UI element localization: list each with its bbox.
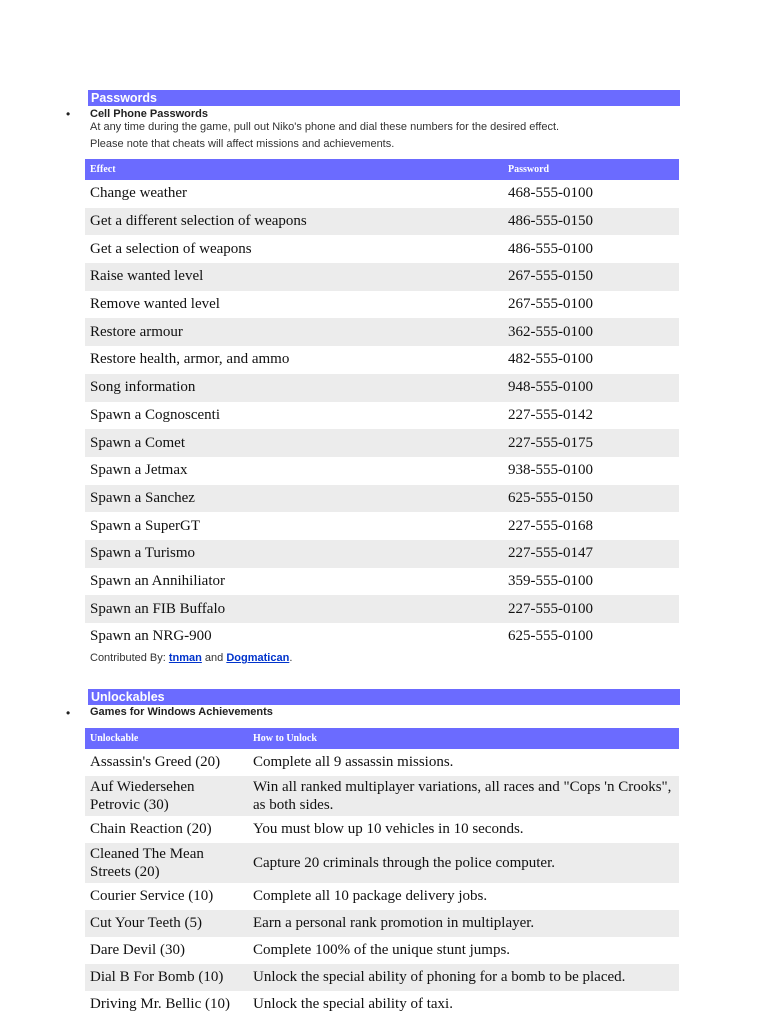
how-to-unlock-cell: Complete 100% of the unique stunt jumps. [253,942,511,958]
passwords-table-header-row [85,159,679,180]
contributor-link-dogmatican[interactable]: Dogmatican [226,652,290,664]
password-table-row [85,346,679,374]
password-cell: 227-555-0142 [508,406,593,423]
contributed-and-text: and [201,652,227,664]
password-cell: 227-555-0147 [503,540,679,568]
password-table-row [85,180,679,208]
passwords-table [85,159,679,651]
password-table-row [85,540,679,568]
unlockable-table-row [85,937,679,964]
password-cell: 625-555-0100 [508,628,593,645]
unlockable-table-row [85,991,679,1018]
cell-phone-passwords-subheading: Cell Phone Passwords [90,108,208,120]
password-cell: 468-555-0100 [508,185,593,202]
password-table-row [85,595,679,623]
unlockable-table-row [85,964,679,991]
how-to-unlock-cell: Capture 20 criminals through the police computer. [248,843,679,883]
column-header-unlockable: Unlockable [85,728,248,749]
column-header-how-to-unlock: How to Unlock [248,728,679,749]
effect-cell: Get a different selection of weapons [85,208,503,236]
effect-cell: Spawn an Annihiliator [90,572,225,589]
effect-cell: Spawn a SuperGT [90,517,200,534]
effect-cell: Get a selection of weapons [90,240,252,257]
password-cell: 227-555-0168 [508,517,593,534]
how-to-unlock-cell: Unlock the special ability of taxi. [253,996,453,1012]
contributed-period: . [289,652,293,664]
effect-cell: Change weather [90,185,188,202]
password-table-row [85,263,679,291]
password-table-row [85,402,679,430]
password-table-row [85,374,679,402]
contributor-link-tnman[interactable]: tnman [168,652,202,664]
password-table-row [85,485,679,513]
password-table-row [85,623,679,651]
effect-cell: Song information [85,374,503,402]
unlockable-cell: Cut Your Teeth (5) [85,910,248,937]
effect-cell: Spawn a Jetmax [90,462,188,479]
column-header-effect: Effect [85,159,503,180]
password-cell: 948-555-0100 [503,374,679,402]
unlockable-cell: Assassin's Greed (20) [90,754,221,770]
unlockable-cell: Dial B For Bomb (10) [85,964,248,991]
passwords-description-line1: At any time during the game, pull out Niko's phone and dial these numbers for the desired effect. [90,121,560,133]
effect-cell: Spawn a Comet [85,429,503,457]
contributed-by-line [90,650,292,666]
password-cell: 486-555-0100 [508,240,593,257]
unlockable-cell: Dare Devil (30) [90,942,185,958]
password-table-row [85,235,679,263]
unlockables-table-header-row [85,728,679,749]
password-table-row [85,512,679,540]
how-to-unlock-cell: You must blow up 10 vehicles in 10 seconds. [253,821,524,837]
password-cell: 359-555-0100 [508,572,593,589]
effect-cell: Spawn a Cognoscenti [90,406,220,423]
games-for-windows-achievements-subheading: Games for Windows Achievements [90,706,273,718]
password-cell: 486-555-0150 [503,208,679,236]
unlockable-table-row [85,910,679,937]
unlockable-table-row [85,749,679,776]
unlockable-cell: Auf Wiedersehen Petrovic (30) [85,776,248,816]
how-to-unlock-cell: Win all ranked multiplayer variations, all races and "Cops 'n Crooks", as both sides. [248,776,679,816]
effect-cell: Spawn an NRG-900 [90,628,212,645]
unlockables-section-header: Unlockables [88,689,680,705]
effect-cell: Spawn an FIB Buffalo [85,595,503,623]
password-table-row [85,568,679,596]
effect-cell: Restore health, armor, and ammo [90,351,290,368]
unlockable-table-row [85,843,679,883]
unlockables-table [85,728,679,1018]
password-cell: 482-555-0100 [508,351,593,368]
password-table-row [85,318,679,346]
passwords-description-line2: Please note that cheats will affect missions and achievements. [90,138,395,150]
password-cell: 938-555-0100 [508,462,593,479]
contributed-by-label: Contributed By: [90,652,169,664]
password-cell: 267-555-0150 [503,263,679,291]
password-cell: 227-555-0175 [503,429,679,457]
passwords-section-header: Passwords [88,90,680,106]
effect-cell: Raise wanted level [85,263,503,291]
unlockable-table-row [85,776,679,816]
password-cell: 625-555-0150 [503,485,679,513]
bullet-icon: • [66,706,71,720]
unlockable-cell: Courier Service (10) [90,888,214,904]
how-to-unlock-cell: Earn a personal rank promotion in multiplayer. [248,910,679,937]
effect-cell: Remove wanted level [90,296,220,313]
effect-cell: Restore armour [85,318,503,346]
unlockable-cell: Cleaned The Mean Streets (20) [85,843,248,883]
how-to-unlock-cell: Complete all 9 assassin missions. [253,754,454,770]
unlockable-table-row [85,883,679,910]
effect-cell: Spawn a Turismo [85,540,503,568]
how-to-unlock-cell: Complete all 10 package delivery jobs. [253,888,488,904]
password-table-row [85,457,679,485]
bullet-icon: • [66,107,71,121]
unlockable-cell: Driving Mr. Bellic (10) [90,996,230,1012]
password-cell: 227-555-0100 [503,595,679,623]
how-to-unlock-cell: Unlock the special ability of phoning for a bomb to be placed. [248,964,679,991]
password-cell: 362-555-0100 [503,318,679,346]
password-table-row [85,208,679,236]
column-header-password: Password [503,159,679,180]
password-cell: 267-555-0100 [508,296,593,313]
unlockable-table-row [85,816,679,843]
password-table-row [85,291,679,319]
password-table-row [85,429,679,457]
unlockable-cell: Chain Reaction (20) [90,821,212,837]
effect-cell: Spawn a Sanchez [85,485,503,513]
